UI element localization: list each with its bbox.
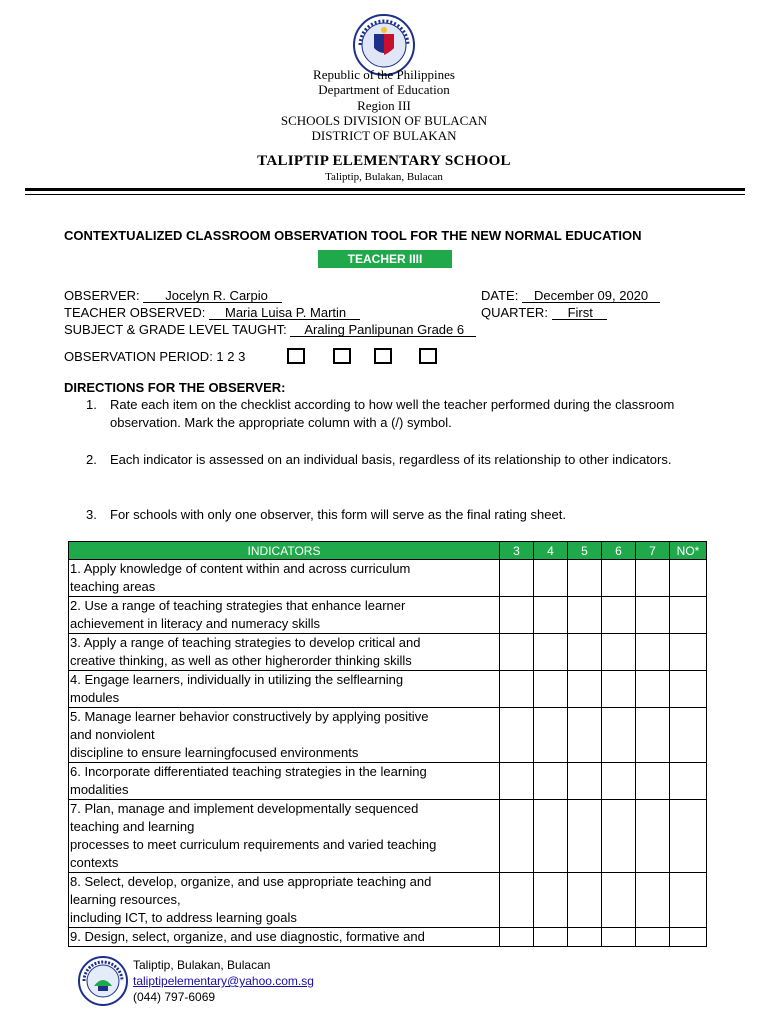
rating-cell[interactable]: [636, 763, 670, 800]
rating-cell[interactable]: [602, 634, 636, 671]
rating-cell[interactable]: [534, 634, 568, 671]
indicator-cell: [69, 634, 500, 671]
rating-cell[interactable]: [602, 928, 636, 947]
indicator-text: teaching and learning: [70, 819, 195, 834]
rating-cell[interactable]: [534, 873, 568, 928]
teacher-label: TEACHER OBSERVED:: [64, 305, 206, 320]
table-row: [69, 560, 707, 597]
observation-table: [68, 541, 707, 947]
table-row: [69, 634, 707, 671]
period-checkbox-2[interactable]: [333, 348, 351, 364]
direction-number: 3.: [86, 507, 97, 522]
date-value[interactable]: December 09, 2020: [522, 289, 660, 303]
quarter-value[interactable]: First: [552, 306, 607, 320]
rating-cell[interactable]: [636, 634, 670, 671]
header-division: SCHOOLS DIVISION OF BULACAN: [280, 113, 488, 128]
rating-cell[interactable]: [568, 873, 602, 928]
quarter-label: QUARTER:: [481, 305, 548, 320]
indicator-text: 1. Apply knowledge of content within and across curriculum: [70, 561, 411, 576]
rating-cell[interactable]: [500, 763, 534, 800]
indicator-text: including ICT, to address learning goals: [70, 910, 297, 925]
rating-cell[interactable]: [534, 763, 568, 800]
indicator-cell: [69, 560, 500, 597]
rating-cell[interactable]: [670, 873, 707, 928]
rating-cell[interactable]: [636, 560, 670, 597]
indicator-text: 8. Select, develop, organize, and use appropriate teaching and: [70, 874, 432, 889]
rating-cell[interactable]: [602, 800, 636, 873]
period-checkbox-4[interactable]: [419, 348, 437, 364]
teacher-value[interactable]: Maria Luisa P. Martin: [209, 306, 360, 320]
rating-cell[interactable]: [568, 634, 602, 671]
header-republic: Republic of the Philippines: [313, 67, 455, 82]
rating-cell[interactable]: [500, 597, 534, 634]
observation-period-label: OBSERVATION PERIOD: 1 2 3: [64, 349, 246, 364]
header-indicators: INDICATORS: [69, 542, 500, 560]
indicator-text: 2. Use a range of teaching strategies that enhance learner: [70, 598, 406, 613]
header-rating-5: 5: [568, 542, 602, 560]
rating-cell[interactable]: [670, 671, 707, 708]
school-name: TALIPTIP ELEMENTARY SCHOOL: [257, 153, 511, 169]
footer-phone: (044) 797-6069: [133, 990, 216, 1004]
indicator-text: modalities: [70, 782, 129, 797]
header-divider-thick: [25, 188, 745, 191]
direction-item: [86, 396, 706, 432]
rating-cell[interactable]: [636, 708, 670, 763]
indicator-cell: [69, 597, 500, 634]
indicator-text: and nonviolent: [70, 727, 155, 742]
header-region: Region III: [357, 98, 411, 113]
rating-cell[interactable]: [500, 671, 534, 708]
indicator-cell: [69, 873, 500, 928]
table-row: [69, 873, 707, 928]
rating-cell[interactable]: [670, 560, 707, 597]
direction-text: Each indicator is assessed on an individual basis, regardless of its relationship to other indicators.: [110, 452, 672, 467]
indicator-text: teaching areas: [70, 579, 156, 594]
rating-cell[interactable]: [534, 597, 568, 634]
header-rating-6: 6: [602, 542, 636, 560]
indicator-text: 3. Apply a range of teaching strategies to develop critical and: [70, 635, 421, 650]
indicator-text: 6. Incorporate differentiated teaching strategies in the learning: [70, 764, 427, 779]
header-district: DISTRICT OF BULAKAN: [311, 128, 457, 143]
directions-title: DIRECTIONS FOR THE OBSERVER:: [64, 380, 286, 395]
form-title: CONTEXTUALIZED CLASSROOM OBSERVATION TOOL FOR THE NEW NORMAL EDUCATION: [64, 228, 642, 243]
rating-cell[interactable]: [602, 597, 636, 634]
rating-cell[interactable]: [568, 800, 602, 873]
rating-cell[interactable]: [636, 671, 670, 708]
table-row: [69, 708, 707, 763]
observer-label: OBSERVER:: [64, 288, 140, 303]
rating-cell[interactable]: [602, 763, 636, 800]
table-row: [69, 928, 707, 947]
header-rating-3: 3: [500, 542, 534, 560]
rating-cell[interactable]: [568, 671, 602, 708]
table-body: [69, 560, 707, 947]
subject-row: [64, 322, 476, 337]
direction-number: 2.: [86, 452, 97, 467]
quarter-row: [481, 305, 607, 320]
rating-cell[interactable]: [636, 800, 670, 873]
rating-cell[interactable]: [636, 597, 670, 634]
rating-cell[interactable]: [670, 597, 707, 634]
rating-cell[interactable]: [534, 671, 568, 708]
rating-cell[interactable]: [636, 928, 670, 947]
footer-address: Taliptip, Bulakan, Bulacan: [133, 958, 271, 972]
rating-cell[interactable]: [670, 928, 707, 947]
rating-cell[interactable]: [670, 763, 707, 800]
rating-cell[interactable]: [568, 928, 602, 947]
indicator-cell: [69, 708, 500, 763]
table-row: [69, 671, 707, 708]
rating-cell[interactable]: [500, 928, 534, 947]
indicator-text: discipline to ensure learningfocused environments: [70, 745, 359, 760]
indicator-text: 9. Design, select, organize, and use diagnostic, formative and: [70, 929, 425, 944]
footer-email-link[interactable]: taliptipelementary@yahoo.com.sg: [133, 974, 314, 988]
school-logo: [78, 956, 128, 1006]
rating-cell[interactable]: [636, 873, 670, 928]
direction-item: [86, 451, 706, 469]
rating-cell[interactable]: [670, 800, 707, 873]
direction-text: Rate each item on the checklist according to how well the teacher performed during the classroom observation. Mark the appropriate column with a (/) symbol.: [110, 397, 675, 430]
indicator-cell: [69, 928, 500, 947]
header-department: Department of Education: [318, 82, 450, 97]
table-row: [69, 800, 707, 873]
rating-cell[interactable]: [670, 708, 707, 763]
rating-cell[interactable]: [670, 634, 707, 671]
table-row: [69, 763, 707, 800]
rating-cell[interactable]: [500, 873, 534, 928]
rating-cell[interactable]: [500, 708, 534, 763]
header-divider-thin: [25, 194, 745, 195]
rating-cell[interactable]: [500, 634, 534, 671]
rating-cell[interactable]: [534, 708, 568, 763]
rating-cell[interactable]: [534, 560, 568, 597]
rating-cell[interactable]: [602, 560, 636, 597]
rating-cell[interactable]: [602, 873, 636, 928]
direction-number: 1.: [86, 397, 97, 412]
rating-cell[interactable]: [602, 671, 636, 708]
period-checkbox-1[interactable]: [287, 348, 305, 364]
indicator-text: creative thinking, as well as other higherorder thinking skills: [70, 653, 412, 668]
indicator-text: 4. Engage learners, individually in utilizing the selflearning: [70, 672, 404, 687]
indicator-text: contexts: [70, 855, 119, 870]
indicator-text: achievement in literacy and numeracy skills: [70, 616, 320, 631]
rating-cell[interactable]: [534, 800, 568, 873]
subject-label: SUBJECT & GRADE LEVEL TAUGHT:: [64, 322, 287, 337]
direction-text: For schools with only one observer, this form will serve as the final rating sheet.: [110, 507, 566, 522]
observer-row: [64, 288, 282, 303]
period-checkbox-3[interactable]: [374, 348, 392, 364]
indicator-text: 7. Plan, manage and implement developmentally sequenced: [70, 801, 419, 816]
header-rating-7: 7: [636, 542, 670, 560]
header-no: NO*: [670, 542, 707, 560]
direction-item: [86, 506, 706, 524]
table-header-row: [69, 542, 707, 560]
indicator-cell: [69, 800, 500, 873]
teacher-level-badge: TEACHER IIII: [318, 250, 452, 268]
table-row: [69, 597, 707, 634]
rating-cell[interactable]: [568, 708, 602, 763]
school-address: Taliptip, Bulakan, Bulacan: [325, 171, 443, 183]
subject-value[interactable]: Araling Panlipunan Grade 6: [290, 323, 476, 337]
rating-cell[interactable]: [568, 560, 602, 597]
date-label: DATE:: [481, 288, 519, 303]
indicator-cell: [69, 671, 500, 708]
rating-cell[interactable]: [500, 560, 534, 597]
rating-cell[interactable]: [568, 597, 602, 634]
indicator-text: learning resources,: [70, 892, 181, 907]
indicator-cell: [69, 763, 500, 800]
indicator-text: modules: [70, 690, 120, 705]
indicator-text: processes to meet curriculum requirements and varied teaching: [70, 837, 437, 852]
rating-cell[interactable]: [534, 928, 568, 947]
rating-cell[interactable]: [568, 763, 602, 800]
teacher-row: [64, 305, 360, 320]
rating-cell[interactable]: [500, 800, 534, 873]
observer-value[interactable]: Jocelyn R. Carpio: [143, 289, 282, 303]
indicator-text: 5. Manage learner behavior constructively by applying positive: [70, 709, 429, 724]
rating-cell[interactable]: [602, 708, 636, 763]
date-row: [481, 288, 660, 303]
header-rating-4: 4: [534, 542, 568, 560]
